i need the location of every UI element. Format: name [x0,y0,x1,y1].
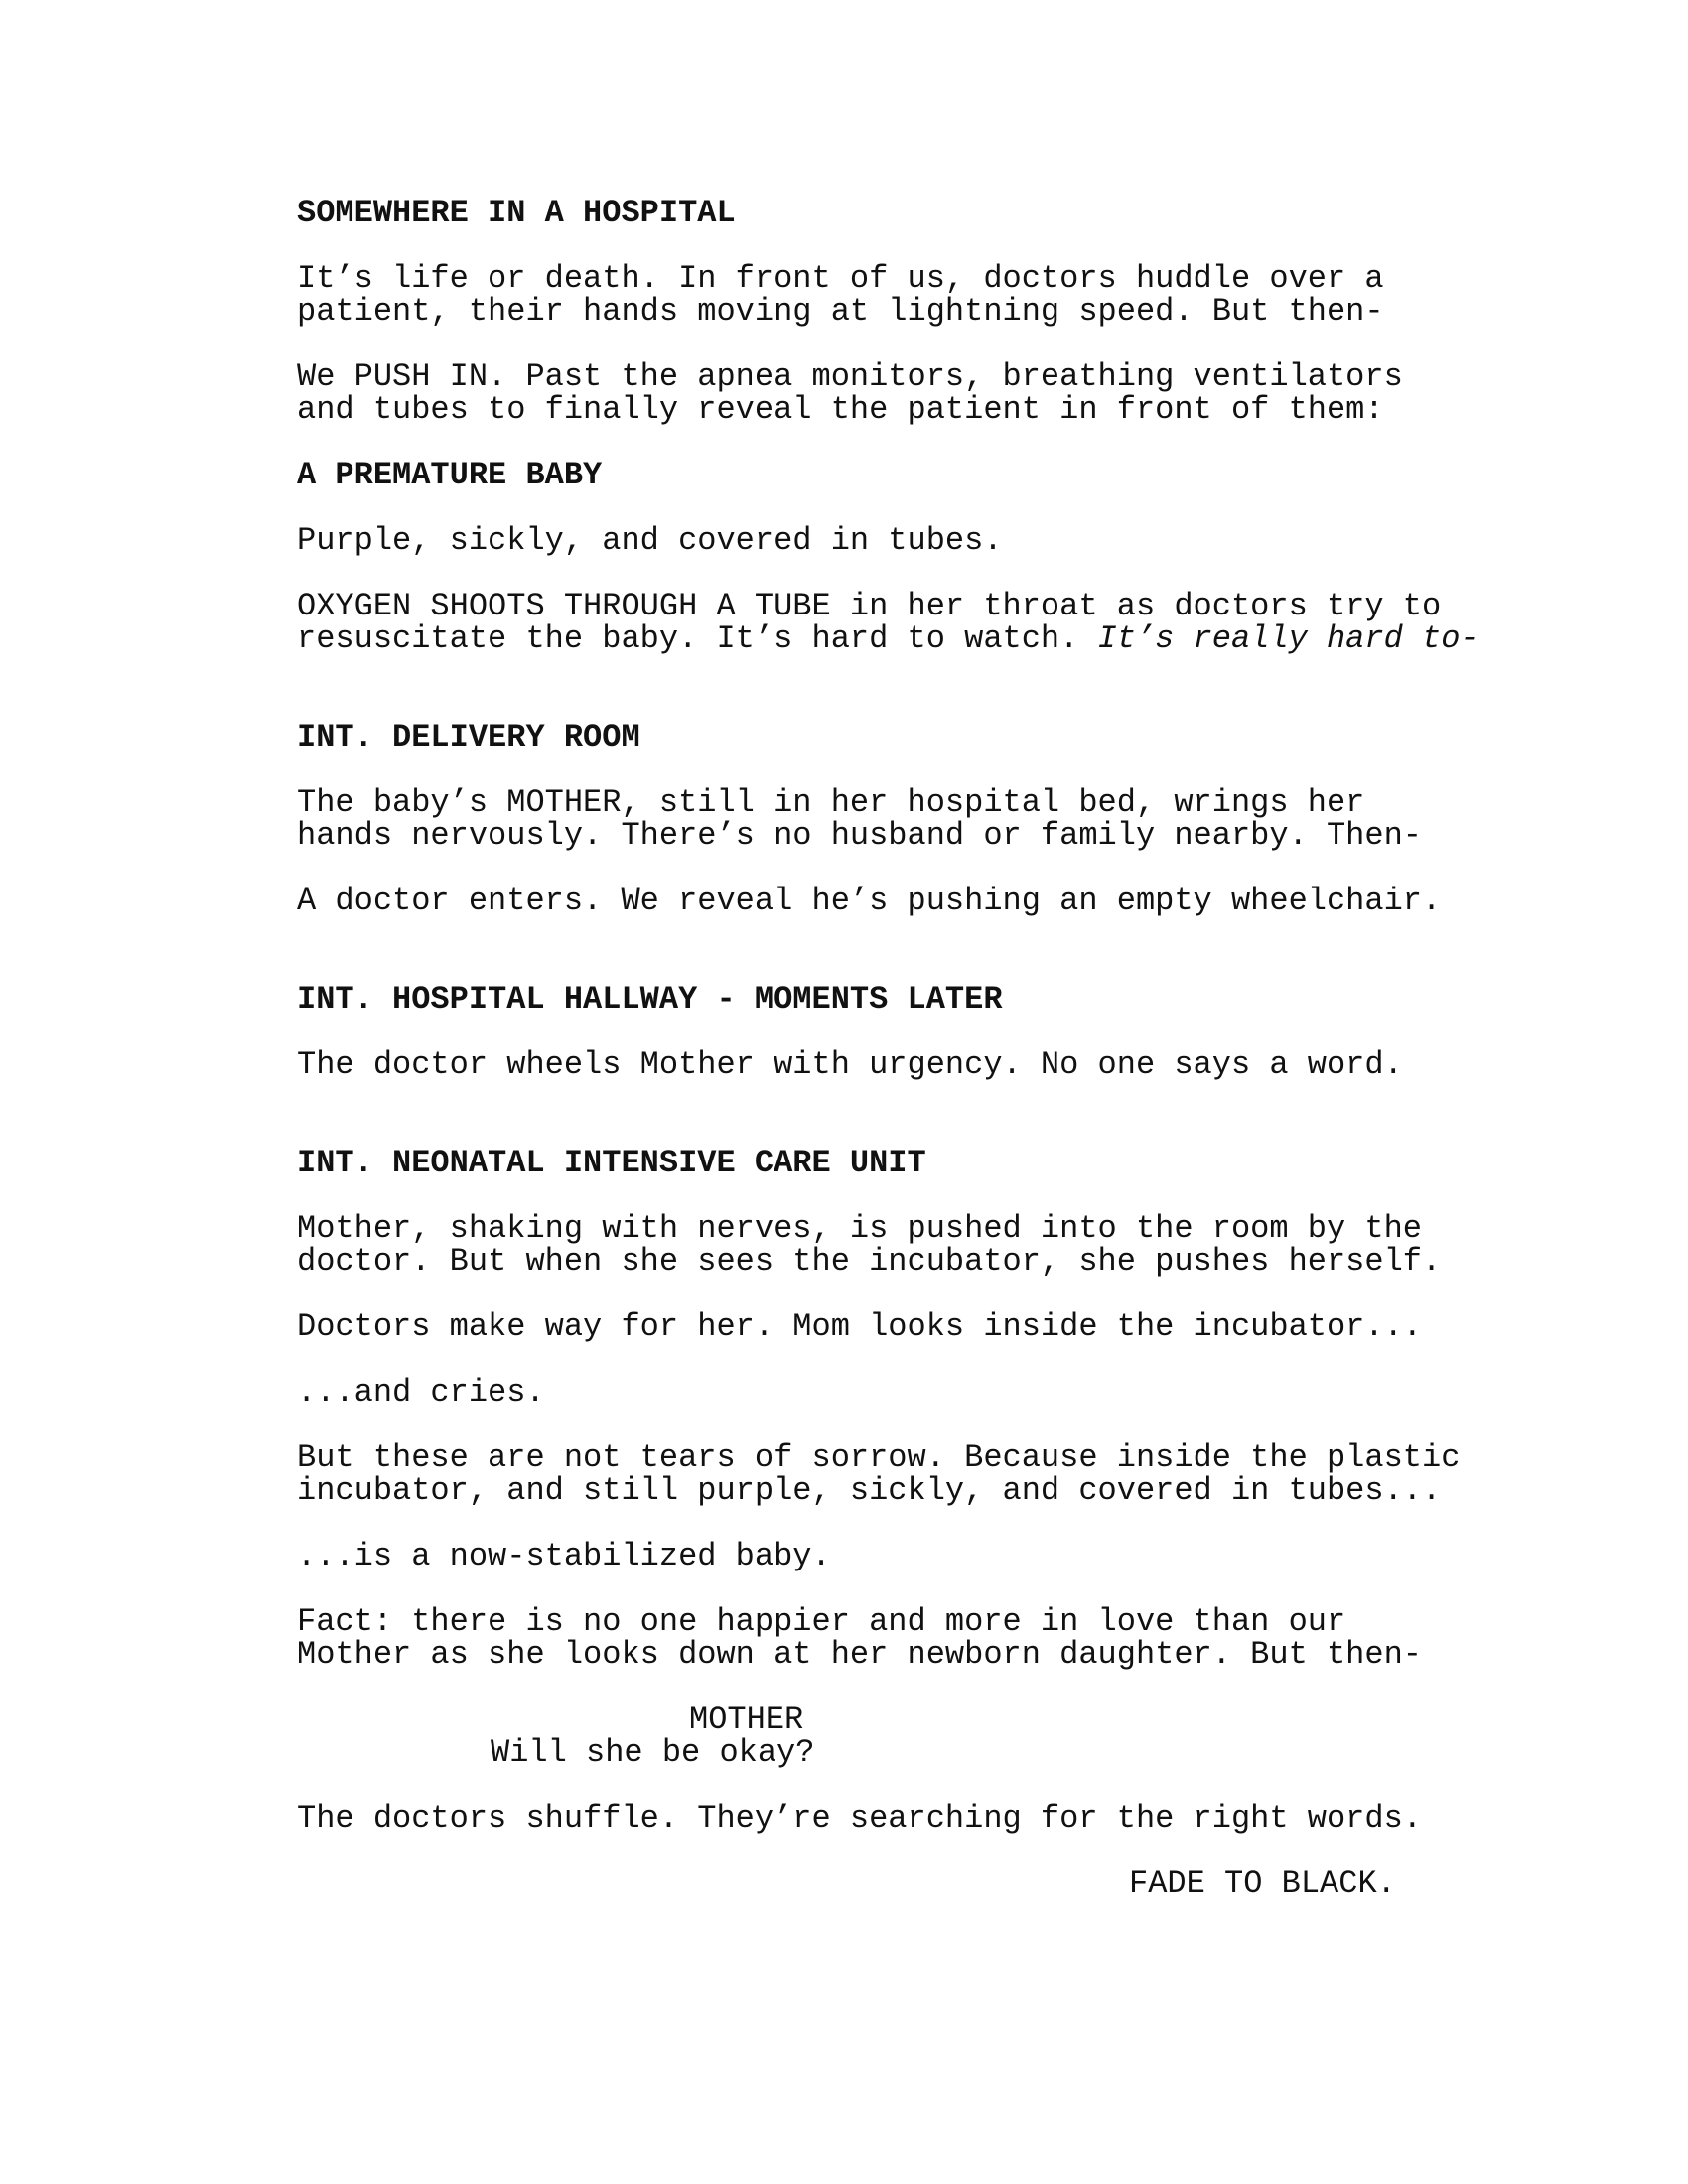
action-line: ...and cries. [297,1374,545,1411]
action-line: and tubes to finally reveal the patient in front of them: [297,391,1384,428]
character-name: MOTHER [689,1702,804,1738]
action-line: The baby’s MOTHER, still in her hospital bed, wrings her [297,784,1365,821]
action-text-italic: It’s really hard to- [1097,620,1479,657]
action-line: Mother as she looks down at her newborn daughter. But then- [297,1636,1422,1673]
action-line: It’s life or death. In front of us, doctors huddle over a [297,260,1384,297]
scene-heading: INT. HOSPITAL HALLWAY - MOMENTS LATER [297,981,1003,1018]
action-line: Mother, shaking with nerves, is pushed into the room by the [297,1210,1422,1247]
dialogue: Will she be okay? [491,1734,815,1771]
action-line: The doctor wheels Mother with urgency. No one says a word. [297,1046,1403,1083]
action-line: Fact: there is no one happier and more in love than our [297,1603,1346,1640]
scene-heading: SOMEWHERE IN A HOSPITAL [297,195,736,231]
action-line: patient, their hands moving at lightning speed. But then- [297,293,1384,330]
action-line: OXYGEN SHOOTS THROUGH A TUBE in her throat as doctors try to [297,588,1442,624]
action-line: incubator, and still purple, sickly, and covered in tubes... [297,1472,1442,1509]
action-text: resuscitate the baby. It’s hard to watch. [297,620,1098,657]
transition: FADE TO BLACK. [1129,1865,1396,1902]
scene-heading: INT. NEONATAL INTENSIVE CARE UNIT [297,1145,926,1181]
action-line: Doctors make way for her. Mom looks inside the incubator... [297,1308,1422,1345]
action-line: ...is a now-stabilized baby. [297,1538,831,1574]
action-line: The doctors shuffle. They’re searching for the right words. [297,1800,1422,1837]
action-line: Purple, sickly, and covered in tubes. [297,522,1003,559]
action-line: hands nervously. There’s no husband or family nearby. Then- [297,817,1422,854]
action-line: But these are not tears of sorrow. Because inside the plastic [297,1439,1461,1476]
scene-heading: INT. DELIVERY ROOM [297,719,640,755]
action-line: We PUSH IN. Past the apnea monitors, breathing ventilators [297,358,1403,395]
action-line: doctor. But when she sees the incubator, she pushes herself. [297,1243,1442,1280]
action-line: A doctor enters. We reveal he’s pushing an empty wheelchair. [297,883,1442,919]
action-line [297,622,1479,655]
sub-heading: A PREMATURE BABY [297,457,603,493]
